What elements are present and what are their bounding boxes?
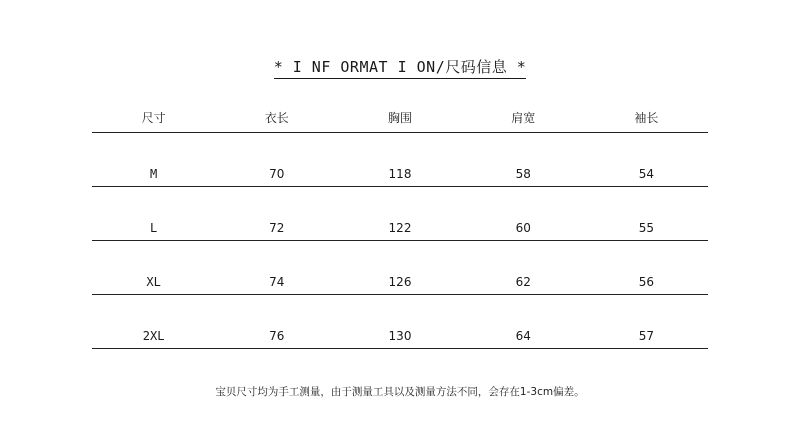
cell-length: 70	[269, 167, 285, 181]
cell-chest: 126	[388, 275, 412, 289]
header-length: 衣长	[264, 111, 289, 125]
cell-shoulder: 60	[515, 221, 531, 235]
cell-shoulder: 64	[515, 329, 531, 343]
measurement-note: 宝贝尺寸均为手工测量，由于测量工具以及测量方法不同，会存在1-3cm偏差。	[215, 386, 585, 398]
cell-sleeve: 55	[638, 221, 655, 235]
cell-length: 74	[269, 275, 285, 289]
table-header-row	[92, 104, 708, 133]
cell-size: 2XL	[142, 329, 165, 343]
cell-length: 72	[269, 221, 285, 235]
page-title	[0, 56, 800, 79]
header-sleeve: 袖长	[634, 111, 659, 125]
cell-chest: 118	[388, 167, 412, 181]
cell-sleeve: 57	[638, 329, 655, 343]
table-row	[92, 133, 708, 187]
table-row	[92, 295, 708, 349]
cell-sleeve: 56	[638, 275, 655, 289]
header-chest: 胸围	[388, 111, 413, 125]
cell-shoulder: 58	[515, 167, 531, 181]
cell-length: 76	[269, 329, 285, 343]
cell-size: L	[149, 221, 158, 235]
size-table	[92, 104, 708, 349]
table-row	[92, 187, 708, 241]
cell-chest: 122	[388, 221, 412, 235]
table-row	[92, 241, 708, 295]
header-size: 尺寸	[141, 111, 166, 125]
cell-size: M	[149, 167, 158, 181]
cell-sleeve: 54	[638, 167, 655, 181]
header-shoulder: 肩宽	[511, 111, 536, 125]
cell-shoulder: 62	[515, 275, 531, 289]
cell-size: XL	[146, 275, 161, 289]
cell-chest: 130	[388, 329, 412, 343]
page-title-text: * I NF ORMAT I ON/尺码信息 *	[274, 56, 527, 79]
